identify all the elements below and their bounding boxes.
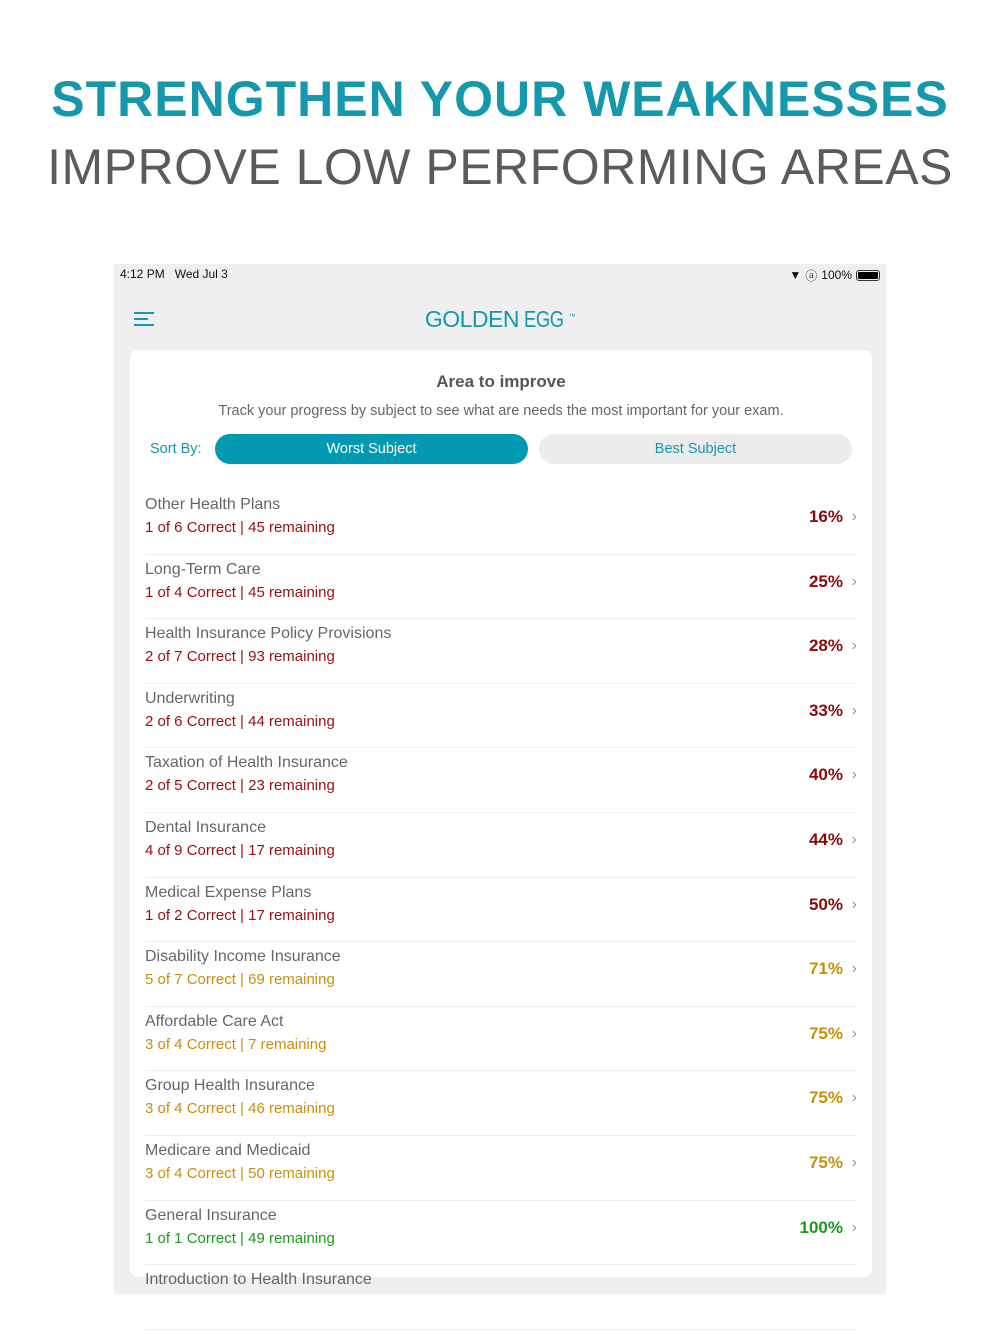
subject-percent: 71% (808, 959, 843, 979)
chevron-right-icon: › (851, 895, 857, 913)
subject-row[interactable] (145, 684, 857, 749)
subject-percent: 75% (808, 1023, 843, 1043)
subject-percent: 40% (808, 765, 843, 785)
subject-name: Underwriting (145, 689, 235, 707)
subject-percent: 25% (808, 571, 843, 591)
status-date: Wed Jul 3 (174, 267, 228, 281)
battery-percent: 100% (821, 268, 852, 282)
subject-row[interactable] (145, 1265, 857, 1330)
subject-percent: 16% (808, 507, 843, 526)
status-bar (120, 267, 880, 283)
subject-percent: 33% (808, 700, 843, 720)
subject-row[interactable] (145, 1201, 857, 1266)
subject-detail: 1 of 1 Correct | 49 remaining (145, 1229, 335, 1247)
subject-list (145, 490, 857, 1330)
subject-row[interactable] (145, 942, 857, 1007)
subject-name: Taxation of Health Insurance (145, 754, 348, 772)
subject-name: Other Health Plans (145, 496, 281, 513)
chevron-right-icon: › (851, 1089, 857, 1107)
subject-name: Medical Expense Plans (145, 883, 312, 901)
chevron-right-icon: › (851, 830, 857, 848)
worst-subject-button[interactable]: Worst Subject (215, 434, 528, 464)
device-screen (114, 264, 886, 1294)
subject-row[interactable] (145, 748, 857, 813)
subject-percent: 100% (799, 1217, 843, 1237)
chevron-right-icon: › (851, 766, 857, 784)
subject-detail: 2 of 7 Correct | 93 remaining (145, 648, 335, 666)
subject-name: Medicare and Medicaid (145, 1141, 311, 1159)
subject-name: Long-Term Care (145, 560, 261, 578)
headline: STRENGTHEN YOUR WEAKNESSES (51, 71, 949, 127)
subject-detail: 2 of 6 Correct | 44 remaining (145, 712, 335, 730)
subject-name: Dental Insurance (145, 818, 266, 836)
subject-percent: 75% (808, 1152, 843, 1172)
subject-detail: 5 of 7 Correct | 69 remaining (145, 971, 335, 989)
chevron-right-icon: › (851, 960, 857, 978)
subject-row[interactable] (145, 555, 857, 620)
chevron-right-icon: › (851, 637, 857, 655)
subject-detail: 3 of 4 Correct | 50 remaining (145, 1164, 335, 1182)
logo: GOLDEN EGG ™ (424, 306, 576, 332)
chevron-right-icon: › (851, 508, 857, 525)
chevron-right-icon: › (851, 1218, 857, 1236)
chevron-right-icon: › (851, 1024, 857, 1042)
status-time: 4:12 PM (120, 267, 165, 281)
subject-name: Introduction to Health Insurance (145, 1271, 372, 1289)
subject-percent: 44% (808, 829, 843, 849)
subject-name: Disability Income Insurance (145, 948, 341, 966)
chevron-right-icon: › (851, 572, 857, 590)
subject-percent: 50% (808, 894, 843, 914)
subject-detail: 1 of 4 Correct | 45 remaining (145, 583, 335, 601)
subject-percent: 28% (808, 636, 843, 656)
wifi-icon: ▼ (789, 268, 802, 282)
chevron-right-icon: › (851, 701, 857, 719)
subject-row[interactable] (145, 1007, 857, 1072)
subject-row[interactable] (145, 619, 857, 684)
orientation-lock-icon: ⓐ (805, 268, 818, 283)
best-subject-button[interactable]: Best Subject (539, 434, 852, 464)
subject-row[interactable] (145, 813, 857, 878)
sort-label: Sort By: (150, 441, 202, 457)
subject-name: Health Insurance Policy Provisions (145, 625, 392, 643)
subject-row[interactable] (145, 1071, 857, 1136)
area-to-improve-card (130, 350, 872, 1289)
subject-row[interactable] (145, 878, 857, 943)
subject-row[interactable] (145, 1136, 857, 1201)
subject-percent: 75% (808, 1088, 843, 1108)
subject-row[interactable] (145, 490, 857, 555)
subject-name: Affordable Care Act (145, 1012, 284, 1030)
battery-icon (856, 270, 880, 281)
subject-detail: 3 of 4 Correct | 7 remaining (145, 1035, 327, 1053)
chevron-right-icon: › (851, 1153, 857, 1171)
subject-detail: 1 of 6 Correct | 45 remaining (145, 519, 335, 536)
card-title: Area to improve (436, 372, 566, 391)
subject-detail: 4 of 9 Correct | 17 remaining (145, 841, 335, 859)
card-subtitle: Track your progress by subject to see what are needs the most important for your exam. (218, 403, 784, 419)
subject-name: General Insurance (145, 1206, 277, 1224)
subject-detail: 2 of 5 Correct | 23 remaining (145, 777, 335, 795)
subject-name: Group Health Insurance (145, 1077, 315, 1095)
subheadline: IMPROVE LOW PERFORMING AREAS (47, 139, 953, 195)
subject-detail: 1 of 2 Correct | 17 remaining (145, 906, 335, 924)
subject-detail: 3 of 4 Correct | 46 remaining (145, 1100, 335, 1118)
